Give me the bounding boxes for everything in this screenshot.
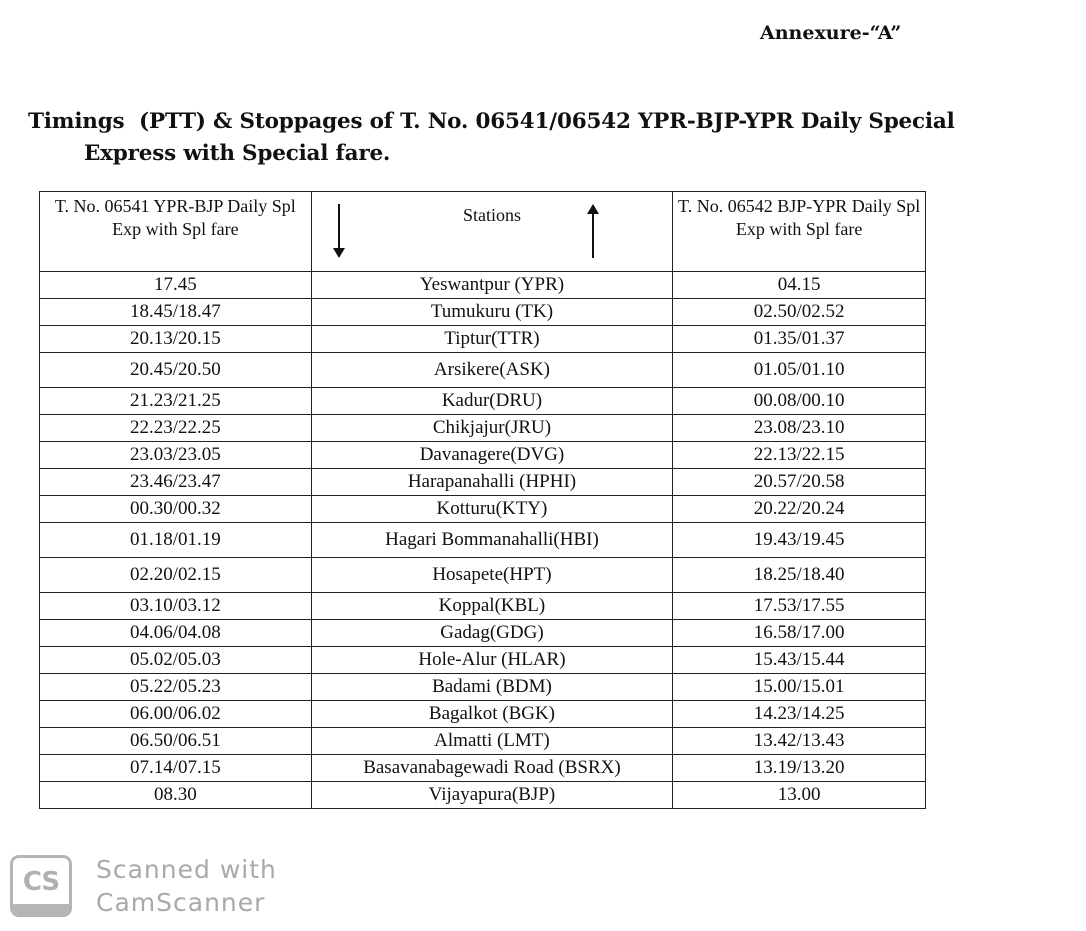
up-time-cell: 01.05/01.10 (673, 353, 926, 388)
table-row (40, 620, 926, 647)
up-time-cell: 19.43/19.45 (673, 523, 926, 558)
title-line-1: Timings (PTT) & Stoppages of T. No. 06541/06542 YPR-BJP-YPR Daily Special (28, 109, 955, 134)
watermark-line-1: Scanned with (96, 855, 277, 884)
down-time-cell: 03.10/03.12 (40, 593, 312, 620)
down-time-cell: 08.30 (40, 782, 312, 809)
down-time-cell: 06.00/06.02 (40, 701, 312, 728)
table-row (40, 558, 926, 593)
table-row (40, 728, 926, 755)
up-time-cell: 23.08/23.10 (673, 415, 926, 442)
station-cell: Koppal(KBL) (311, 593, 673, 620)
down-time-cell: 23.03/23.05 (40, 442, 312, 469)
down-time-cell: 06.50/06.51 (40, 728, 312, 755)
down-time-cell: 20.13/20.15 (40, 326, 312, 353)
up-time-cell: 13.00 (673, 782, 926, 809)
table-row (40, 523, 926, 558)
up-time-cell: 18.25/18.40 (673, 558, 926, 593)
camscanner-watermark (10, 853, 310, 919)
down-time-cell: 07.14/07.15 (40, 755, 312, 782)
table-row (40, 701, 926, 728)
table-row (40, 415, 926, 442)
up-time-cell: 22.13/22.15 (673, 442, 926, 469)
watermark-line-2: CamScanner (96, 888, 266, 917)
station-cell: Harapanahalli (HPHI) (311, 469, 673, 496)
down-time-cell: 22.23/22.25 (40, 415, 312, 442)
camscanner-logo-bar (13, 904, 69, 914)
down-time-cell: 01.18/01.19 (40, 523, 312, 558)
station-cell: Chikjajur(JRU) (311, 415, 673, 442)
up-time-cell: 13.19/13.20 (673, 755, 926, 782)
up-time-cell: 16.58/17.00 (673, 620, 926, 647)
up-time-cell: 15.00/15.01 (673, 674, 926, 701)
title-line-2: Express with Special fare. (84, 141, 391, 166)
up-time-cell: 00.08/00.10 (673, 388, 926, 415)
header-stations-label: Stations (462, 205, 521, 225)
station-cell: Tiptur(TTR) (311, 326, 673, 353)
table-row (40, 593, 926, 620)
station-cell: Bagalkot (BGK) (311, 701, 673, 728)
down-time-cell: 17.45 (40, 272, 312, 299)
up-time-cell: 02.50/02.52 (673, 299, 926, 326)
down-time-cell: 21.23/21.25 (40, 388, 312, 415)
table-row (40, 326, 926, 353)
timetable-body (40, 272, 926, 809)
header-up-train: T. No. 06542 BJP-YPR Daily Spl Exp with Spl fare (673, 192, 926, 272)
station-cell: Almatti (LMT) (311, 728, 673, 755)
station-cell: Kotturu(KTY) (311, 496, 673, 523)
down-time-cell: 00.30/00.32 (40, 496, 312, 523)
timetable (39, 191, 926, 809)
up-time-cell: 13.42/13.43 (673, 728, 926, 755)
station-cell: Yeswantpur (YPR) (311, 272, 673, 299)
station-cell: Davanagere(DVG) (311, 442, 673, 469)
annexure-label: Annexure-“A” (760, 22, 902, 44)
camscanner-logo-text: CS (22, 867, 60, 897)
table-row (40, 272, 926, 299)
station-cell: Arsikere(ASK) (311, 353, 673, 388)
up-time-cell: 01.35/01.37 (673, 326, 926, 353)
watermark-text (96, 853, 277, 919)
down-time-cell: 05.02/05.03 (40, 647, 312, 674)
station-cell: Kadur(DRU) (311, 388, 673, 415)
up-time-cell: 17.53/17.55 (673, 593, 926, 620)
station-cell: Hole-Alur (HLAR) (311, 647, 673, 674)
down-time-cell: 04.06/04.08 (40, 620, 312, 647)
header-stations (311, 192, 673, 272)
table-row (40, 353, 926, 388)
camscanner-logo-icon (10, 855, 72, 917)
station-cell: Tumukuru (TK) (311, 299, 673, 326)
up-time-cell: 20.57/20.58 (673, 469, 926, 496)
table-row (40, 442, 926, 469)
down-time-cell: 18.45/18.47 (40, 299, 312, 326)
station-cell: Badami (BDM) (311, 674, 673, 701)
timetable-header-row (40, 192, 926, 272)
table-row (40, 782, 926, 809)
table-row (40, 647, 926, 674)
table-row (40, 469, 926, 496)
up-time-cell: 04.15 (673, 272, 926, 299)
station-cell: Vijayapura(BJP) (311, 782, 673, 809)
document-title (28, 106, 1078, 170)
up-time-cell: 14.23/14.25 (673, 701, 926, 728)
arrow-up-icon (592, 212, 594, 258)
up-time-cell: 20.22/20.24 (673, 496, 926, 523)
table-row (40, 674, 926, 701)
station-cell: Basavanabagewadi Road (BSRX) (311, 755, 673, 782)
down-time-cell: 05.22/05.23 (40, 674, 312, 701)
table-row (40, 299, 926, 326)
down-time-cell: 02.20/02.15 (40, 558, 312, 593)
station-cell: Hagari Bommanahalli(HBI) (311, 523, 673, 558)
down-time-cell: 20.45/20.50 (40, 353, 312, 388)
station-cell: Hosapete(HPT) (311, 558, 673, 593)
station-cell: Gadag(GDG) (311, 620, 673, 647)
table-row (40, 496, 926, 523)
table-row (40, 755, 926, 782)
down-time-cell: 23.46/23.47 (40, 469, 312, 496)
up-time-cell: 15.43/15.44 (673, 647, 926, 674)
table-row (40, 388, 926, 415)
header-down-train: T. No. 06541 YPR-BJP Daily Spl Exp with Spl fare (40, 192, 312, 272)
